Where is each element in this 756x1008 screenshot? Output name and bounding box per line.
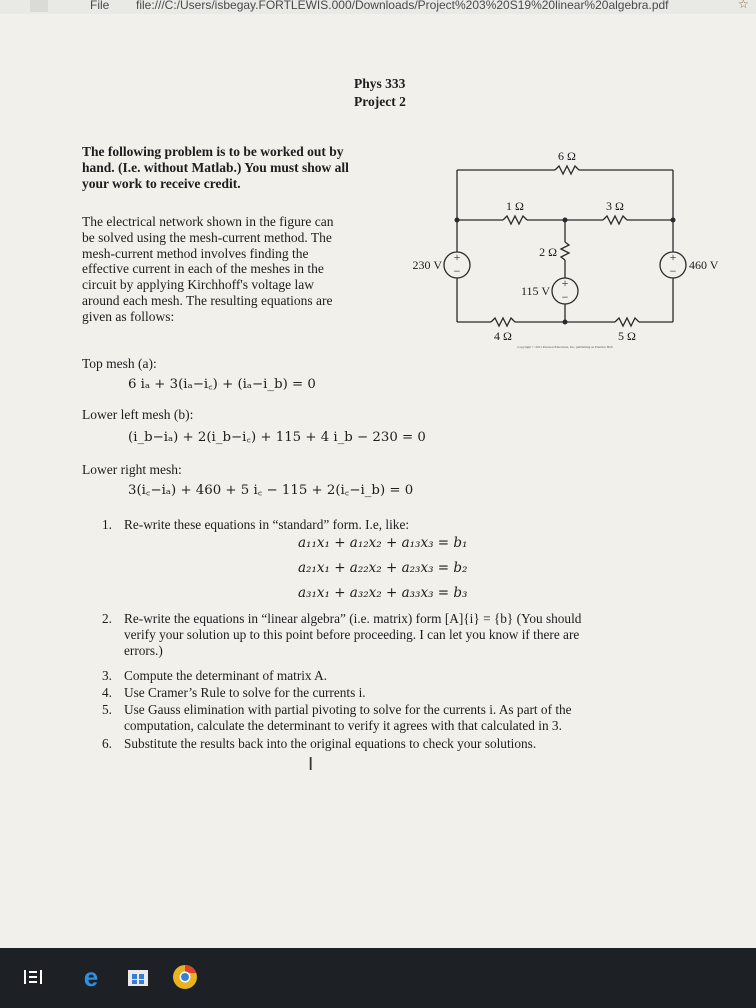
svg-text:−: −: [669, 264, 677, 278]
svg-text:−: −: [561, 290, 569, 304]
resistor-label: 6 Ω: [558, 149, 576, 163]
svg-text:−: −: [453, 264, 461, 278]
scheme-label: File: [90, 0, 110, 12]
url-text[interactable]: file:///C:/Users/isbegay.FORTLEWIS.000/Downloads/Project%203%20S19%20linear%20algebra.pdf: [136, 0, 669, 12]
intro-line: hand. (I.e. without Matlab.) You must show all: [82, 159, 349, 175]
course-title: Phys 333: [354, 76, 406, 91]
task-item: 1. Re-write these equations in “standard” form. I.e, like:: [102, 517, 410, 532]
chrome-icon[interactable]: [172, 964, 198, 990]
svg-text:+: +: [453, 250, 461, 264]
project-title: Project 2: [354, 94, 406, 109]
description-paragraph: [82, 214, 334, 325]
address-bar[interactable]: [0, 0, 756, 14]
task-item: 4. Use Cramer’s Rule to solve for the currents i.: [102, 685, 366, 700]
equation-expression: (i_b−iₐ) + 2(i_b−i꜀) + 115 + 4 i_b − 230 = 0: [128, 430, 426, 445]
svg-text:+: +: [561, 276, 569, 290]
circuit-diagram: [395, 142, 735, 349]
description-line: be solved using the mesh-current method. The: [82, 229, 332, 245]
source-label: 115 V: [520, 284, 550, 298]
svg-text:e: e: [83, 962, 99, 992]
task-view-icon[interactable]: [20, 964, 46, 990]
intro-line: your work to receive credit.: [82, 175, 241, 191]
svg-text:+: +: [669, 250, 677, 264]
description-line: mesh-current method involves finding the: [82, 245, 309, 261]
taskbar: [0, 948, 756, 1008]
resistor-label: 5 Ω: [618, 329, 636, 343]
description-line: effective current in each of the meshes in the: [82, 261, 324, 277]
task-item: 2. Re-write the equations in “linear algebra” (i.e. matrix) form [A]{i} = {b} (You should verify your solution up to this point before proceeding. I can let you know if there are errors.): [102, 611, 582, 658]
text-cursor: I: [308, 754, 314, 775]
description-line: around each mesh. The resulting equations are: [82, 292, 333, 308]
intro-paragraph: [82, 144, 349, 191]
source-label: 460 V: [689, 258, 719, 272]
task-item: 5. Use Gauss elimination with partial pivoting to solve for the currents i. As part of the computation, calculate the determinant to verify it agrees with that calculated in 3.: [102, 702, 572, 733]
standard-form-line: a₂₁x₁ + a₂₂x₂ + a₂₃x₃ = b₂: [298, 560, 468, 576]
standard-form-line: a₁₁x₁ + a₁₂x₂ + a₁₃x₃ = b₁: [298, 535, 468, 551]
equation-label: Lower left mesh (b):: [82, 407, 194, 422]
equation-expression: 3(i꜀−iₐ) + 460 + 5 i꜀ − 115 + 2(i꜀−i_b) = 0: [128, 483, 414, 498]
store-icon[interactable]: [125, 964, 151, 990]
intro-line: The following problem is to be worked out by: [82, 144, 344, 159]
task-item: 3. Compute the determinant of matrix A.: [102, 668, 328, 683]
standard-form-line: a₃₁x₁ + a₃₂x₂ + a₃₃x₃ = b₃: [298, 585, 468, 601]
figure-caption: Copyright © 2011 Pearson Education, Inc. publishing as Prentice Hall: [517, 345, 613, 349]
description-line: given as follows:: [82, 308, 175, 324]
pdf-page: [0, 14, 756, 948]
back-button[interactable]: [30, 0, 48, 12]
resistor-label: 4 Ω: [494, 329, 512, 343]
equation-expression: 6 iₐ + 3(iₐ−i꜀) + (iₐ−i_b) = 0: [128, 377, 316, 392]
resistor-label: 1 Ω: [506, 199, 524, 213]
description-line: The electrical network shown in the figure can: [82, 214, 334, 229]
description-line: circuit by applying Kirchhoff's voltage law: [82, 277, 314, 293]
equation-label: Top mesh (a):: [82, 356, 157, 371]
edge-browser-icon[interactable]: [78, 964, 104, 990]
source-label: 230 V: [412, 258, 442, 272]
resistor-label: 2 Ω: [539, 245, 557, 259]
star-icon[interactable]: ☆: [738, 0, 749, 11]
task-item: 6. Substitute the results back into the original equations to check your solutions.: [102, 736, 537, 751]
resistor-label: 3 Ω: [606, 199, 624, 213]
equation-label: Lower right mesh:: [82, 462, 182, 477]
